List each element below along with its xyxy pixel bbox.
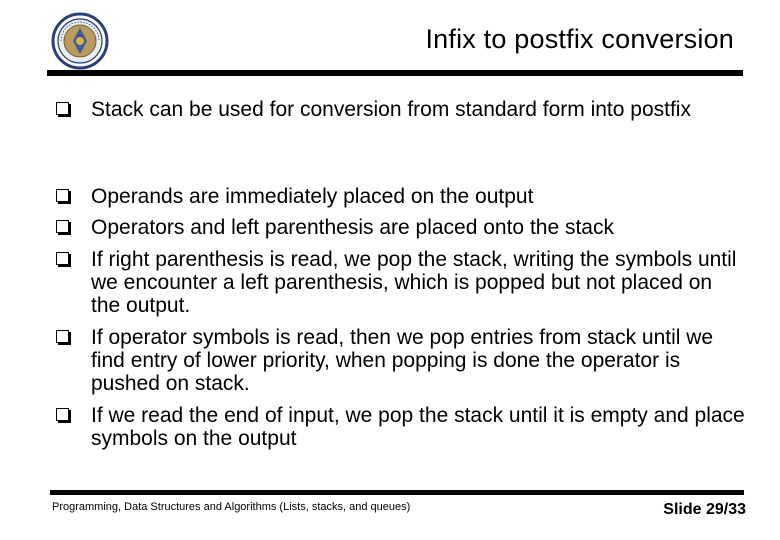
bullet-text: Operators and left parenthesis are placed onto the stack [91, 216, 614, 239]
square-bullet-icon [56, 189, 69, 202]
bullet-text: Operands are immediately placed on the output [91, 185, 534, 208]
bullet-item [56, 248, 746, 317]
bullet-text: If we read the end of input, we pop the stack until it is empty and place symbols on the output [91, 404, 745, 450]
bullet-item [56, 98, 746, 121]
slide-title: Infix to postfix conversion [425, 24, 734, 54]
square-bullet-icon [56, 408, 69, 421]
bullet-item [56, 185, 746, 208]
square-bullet-icon [56, 330, 69, 343]
bullet-item [56, 216, 746, 239]
footer-course-title: Programming, Data Structures and Algorithms (Lists, stacks, and queues) [52, 501, 411, 513]
square-bullet-icon [56, 102, 69, 115]
bullet-item [56, 326, 746, 395]
bullet-text: If right parenthesis is read, we pop the stack, writing the symbols until we encounter a left parenthesis, which is popped but not placed on the output. [91, 248, 737, 317]
square-bullet-icon [56, 220, 69, 233]
university-seal-logo [51, 12, 109, 70]
bullet-text: If operator symbols is read, then we pop entries from stack until we find entry of lower priority, when popping is done the operator is pushed on stack. [91, 326, 714, 395]
title-divider [47, 70, 743, 76]
bullet-item [56, 404, 746, 450]
square-bullet-icon [56, 252, 69, 265]
slide-number: Slide 29/33 [663, 501, 746, 518]
bullet-text: Stack can be used for conversion from standard form into postfix [91, 98, 691, 121]
footer-divider [50, 490, 744, 495]
